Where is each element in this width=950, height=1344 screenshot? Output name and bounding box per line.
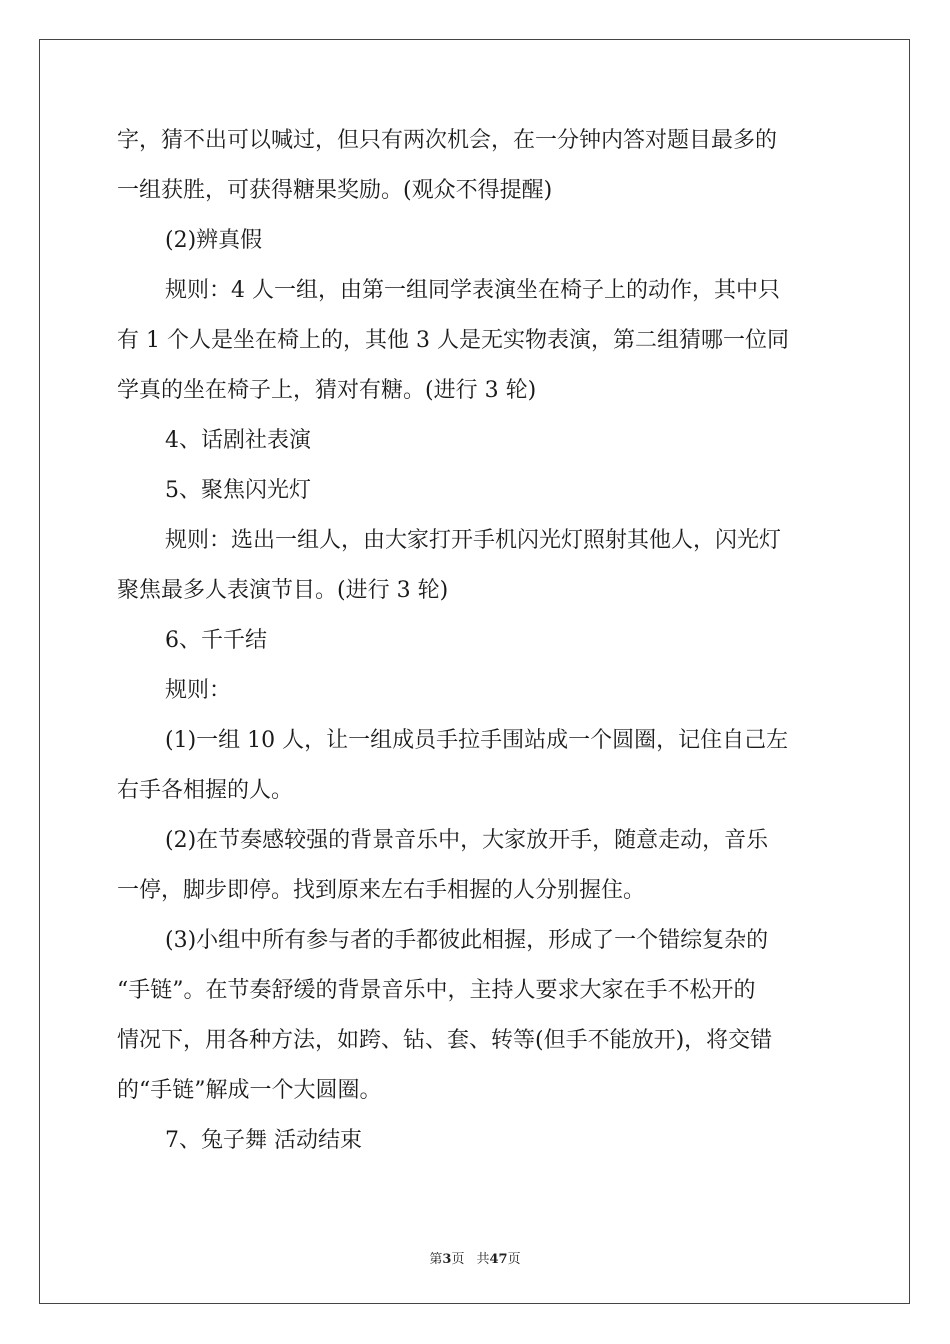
text-line: 一组获胜，可获得糖果奖励。(观众不得提醒) (117, 178, 553, 203)
section-heading: (2)辨真假 (165, 228, 263, 253)
text-line: (2)在节奏感较强的背景音乐中，大家放开手，随意走动，音乐 (165, 828, 769, 853)
total-pages: 47 (489, 1252, 508, 1267)
text-line: 右手各相握的人。 (117, 778, 294, 803)
text-line: 一停，脚步即停。找到原来左右手相握的人分别握住。 (117, 878, 646, 903)
page-footer (0, 1248, 950, 1267)
text-line: 聚焦最多人表演节目。(进行 3 轮) (117, 578, 449, 603)
section-heading: 6、千千结 (165, 628, 267, 653)
section-heading: 5、聚焦闪光灯 (165, 478, 311, 503)
text-line: (1)一组 10 人，让一组成员手拉手围站成一个圆圈，记住自己左 (165, 728, 789, 753)
text-line: 规则：4 人一组，由第一组同学表演坐在椅子上的动作，其中只 (165, 278, 780, 303)
page-number: 3 (442, 1252, 452, 1267)
text-line: 字，猜不出可以喊过，但只有两次机会，在一分钟内答对题目最多的 (117, 128, 778, 153)
text-line: 的“手链”解成一个大圆圈。 (117, 1078, 382, 1103)
total-prefix: 共 (476, 1252, 490, 1267)
text-line: 情况下，用各种方法，如跨、钻、套、转等(但手不能放开)，将交错 (117, 1028, 773, 1053)
text-line: 学真的坐在椅子上，猜对有糖。(进行 3 轮) (117, 378, 537, 403)
total-suffix: 页 (507, 1252, 521, 1267)
text-line: (3)小组中所有参与者的手都彼此相握，形成了一个错综复杂的 (165, 928, 769, 953)
text-line: 规则： (165, 678, 232, 703)
section-heading: 4、话剧社表演 (165, 428, 311, 453)
text-line: “手链”。在节奏舒缓的背景音乐中，主持人要求大家在手不松开的 (117, 978, 756, 1003)
text-line: 规则：选出一组人，由大家打开手机闪光灯照射其他人，闪光灯 (165, 528, 782, 553)
page-suffix: 页 (451, 1252, 465, 1267)
text-line: 有 1 个人是坐在椅上的，其他 3 人是无实物表演，第二组猜哪一位同 (117, 328, 789, 353)
section-heading: 7、兔子舞 活动结束 (165, 1128, 362, 1153)
page-prefix: 第 (429, 1252, 443, 1267)
